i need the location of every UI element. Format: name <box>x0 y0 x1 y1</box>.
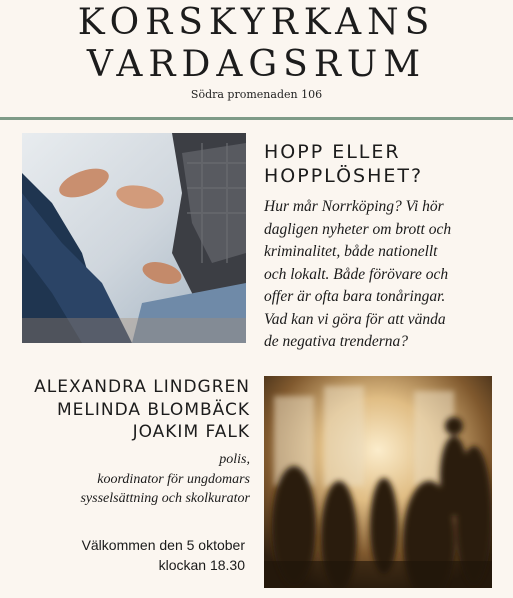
title-line-1: KORSKYRKANS <box>77 2 436 43</box>
crowd-photo <box>264 376 492 588</box>
intro-line: dagligen nyheter om brott och <box>264 220 452 238</box>
conversation-photo-illustration <box>22 133 246 343</box>
header-divider <box>0 117 513 120</box>
event-time: klockan 18.30 <box>158 557 245 573</box>
headline-line-2: HOPPLÖSHET? <box>264 165 424 187</box>
intro-line: Vad kan vi göra för att vända <box>264 310 446 328</box>
speaker-roles <box>10 450 250 509</box>
event-date: Välkommen den 5 oktober <box>81 537 245 553</box>
intro-line: kriminalitet, både nationellt <box>264 243 438 260</box>
intro-line: Hur mår Norrköping? Vi hör <box>264 198 444 215</box>
event-info <box>10 535 245 575</box>
address: Södra promenaden 106 <box>190 88 323 101</box>
speaker-name: JOAKIM FALK <box>132 422 250 442</box>
intro-line: offer är ofta bara tonåringar. <box>264 288 446 305</box>
speaker-name: ALEXANDRA LINDGREN <box>34 377 250 397</box>
title-line-2: VARDAGSRUM <box>86 44 427 85</box>
headline <box>264 140 504 188</box>
speaker-name: MELINDA BLOMBÄCK <box>56 399 250 420</box>
role-line: polis, <box>219 452 250 467</box>
conversation-photo <box>22 133 246 343</box>
header <box>0 0 513 118</box>
role-line: koordinator för ungdomars <box>97 471 250 487</box>
intro-line: de negativa trenderna? <box>264 333 409 350</box>
speaker-names <box>10 376 250 444</box>
intro-line: och lokalt. Både förövare och <box>264 265 449 283</box>
headline-line-1: HOPP ELLER <box>264 141 401 163</box>
crowd-photo-illustration <box>264 376 492 588</box>
role-line: sysselsättning och skolkurator <box>80 491 250 506</box>
intro-text <box>264 196 510 354</box>
